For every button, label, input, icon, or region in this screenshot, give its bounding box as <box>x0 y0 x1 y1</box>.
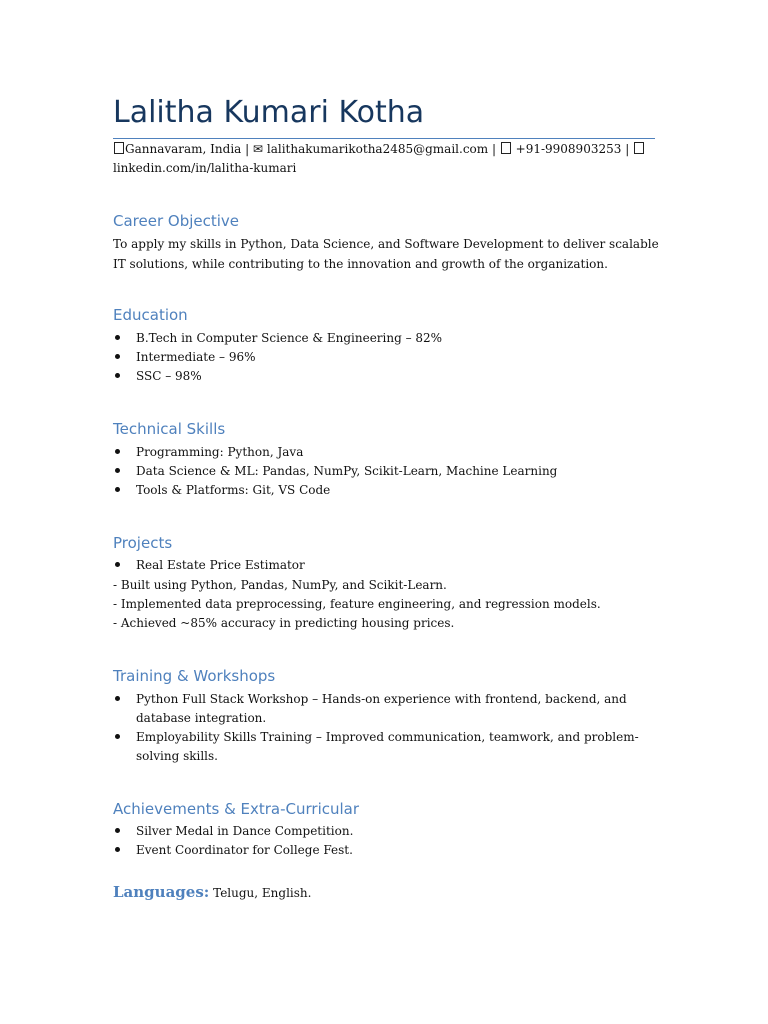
name-divider <box>113 138 655 139</box>
project-detail: - Implemented data preprocessing, feature engineering, and regression models. <box>113 597 601 611</box>
location-text: Gannavaram, India <box>125 142 242 156</box>
projects-list <box>113 556 673 575</box>
languages-row <box>113 880 311 905</box>
project-name: Real Estate Price Estimator <box>113 556 673 575</box>
list-item: Data Science & ML: Pandas, NumPy, Scikit-Learn, Machine Learning <box>113 462 673 481</box>
languages-value: Telugu, English. <box>209 886 312 900</box>
separator: | <box>241 142 253 156</box>
separator: | <box>488 142 500 156</box>
skills-list <box>113 443 673 500</box>
list-item: Intermediate – 96% <box>113 348 673 367</box>
projects-heading: Projects <box>113 534 173 552</box>
achievements-heading: Achievements & Extra-Curricular <box>113 800 360 818</box>
list-item: Python Full Stack Workshop – Hands-on experience with frontend, backend, and database integration. <box>113 690 673 728</box>
list-item: SSC – 98% <box>113 367 673 386</box>
career-objective-text: To apply my skills in Python, Data Science, and Software Development to deliver scalable IT solutions, while contributing to the innovation and growth of the organization. <box>113 237 659 271</box>
phone-icon <box>501 142 511 154</box>
list-item: Programming: Python, Java <box>113 443 673 462</box>
list-item: Event Coordinator for College Fest. <box>113 841 673 860</box>
separator: | <box>621 142 634 156</box>
list-item: Employability Skills Training – Improved communication, teamwork, and problem-solving skills. <box>113 728 673 766</box>
project-detail: - Achieved ~85% accuracy in predicting housing prices. <box>113 616 455 630</box>
email-icon: ✉ <box>253 142 264 156</box>
education-list <box>113 329 673 386</box>
phone-text[interactable]: +91-9908903253 <box>515 142 622 156</box>
career-objective-heading: Career Objective <box>113 212 240 230</box>
list-item: Tools & Platforms: Git, VS Code <box>113 481 673 500</box>
project-detail: - Built using Python, Pandas, NumPy, and Scikit-Learn. <box>113 578 447 592</box>
technical-skills-heading: Technical Skills <box>113 420 226 438</box>
education-heading: Education <box>113 306 188 324</box>
languages-label: Languages: <box>113 883 210 901</box>
achievements-list <box>113 822 673 860</box>
linkedin-text[interactable]: linkedin.com/in/lalitha-kumari <box>113 161 297 175</box>
linkedin-icon <box>634 142 644 154</box>
candidate-name: Lalitha Kumari Kotha <box>113 95 425 130</box>
training-list <box>113 690 673 766</box>
contact-line <box>113 140 673 178</box>
email-text[interactable]: lalithakumarikotha2485@gmail.com <box>266 142 489 156</box>
location-icon <box>114 142 124 154</box>
training-heading: Training & Workshops <box>113 667 276 685</box>
list-item: Silver Medal in Dance Competition. <box>113 822 673 841</box>
list-item: B.Tech in Computer Science & Engineering – 82% <box>113 329 673 348</box>
